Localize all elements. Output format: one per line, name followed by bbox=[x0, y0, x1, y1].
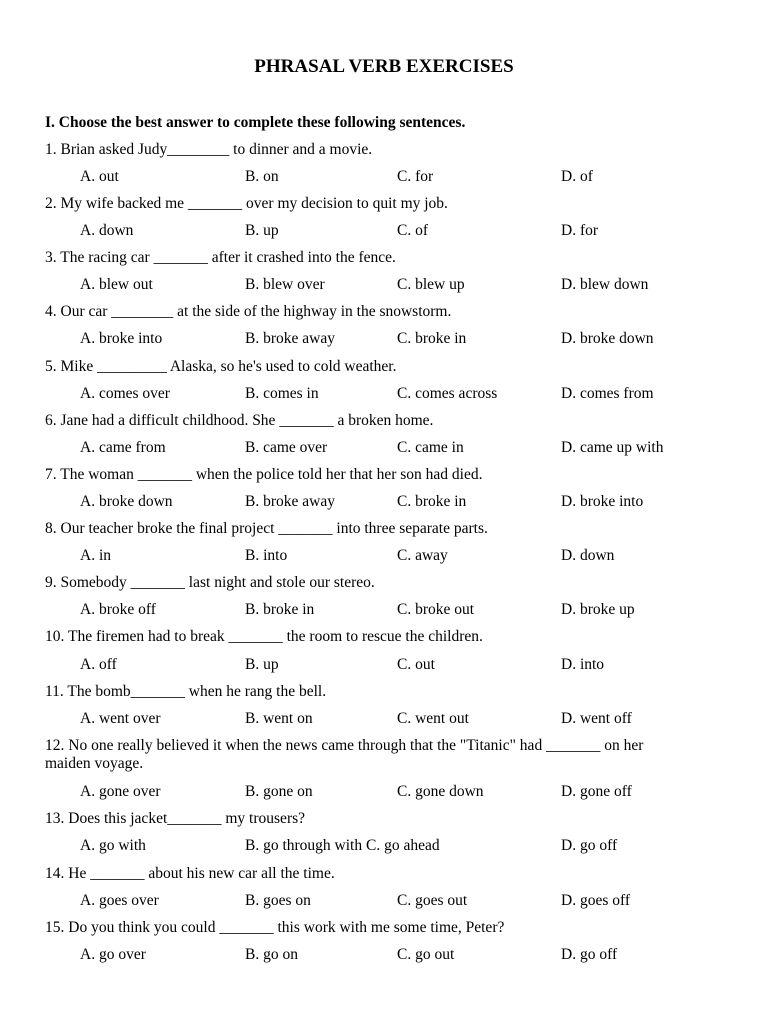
option-c: C. came in bbox=[397, 439, 464, 456]
question-stem: 6. Jane had a difficult childhood. She _______ a broken home. bbox=[45, 412, 434, 429]
option-a: A. down bbox=[80, 222, 134, 239]
question-15 bbox=[45, 919, 685, 937]
option-a: A. went over bbox=[80, 710, 161, 727]
option-a: A. blew out bbox=[80, 276, 153, 293]
question-stem: 7. The woman _______ when the police told her that her son had died. bbox=[45, 466, 483, 483]
option-b: B. goes on bbox=[245, 892, 311, 909]
question-stem: 10. The firemen had to break _______ the room to rescue the children. bbox=[45, 628, 483, 645]
option-b: B. came over bbox=[245, 439, 328, 456]
option-c: C. broke out bbox=[397, 601, 475, 618]
options-row-8 bbox=[0, 547, 768, 565]
option-d: D. broke into bbox=[561, 493, 644, 510]
question-stem: 12. No one really believed it when the news came through that the "Titanic" had _______ on her maiden voyage. bbox=[45, 737, 644, 772]
question-stem: 2. My wife backed me _______ over my decision to quit my job. bbox=[45, 195, 448, 212]
options-row-6 bbox=[0, 439, 768, 457]
option-d: D. comes from bbox=[561, 385, 654, 402]
option-d: D. into bbox=[561, 656, 605, 673]
option-a: A. in bbox=[80, 547, 111, 564]
option-d: D. go off bbox=[561, 946, 618, 963]
options-row-5 bbox=[0, 385, 768, 403]
option-b: B. broke away bbox=[245, 493, 335, 510]
option-a: A. goes over bbox=[80, 892, 159, 909]
question-11 bbox=[45, 683, 685, 701]
option-d: D. broke up bbox=[561, 601, 635, 618]
option-d: D. of bbox=[561, 168, 593, 185]
option-c: C. out bbox=[397, 656, 435, 673]
options-row-4 bbox=[0, 330, 768, 348]
question-2 bbox=[45, 195, 685, 213]
option-a: A. broke off bbox=[80, 601, 156, 618]
options-row-7 bbox=[0, 493, 768, 511]
option-d: D. blew down bbox=[561, 276, 649, 293]
option-b: B. up bbox=[245, 222, 279, 239]
options-row-2 bbox=[0, 222, 768, 240]
question-stem: 15. Do you think you could _______ this work with me some time, Peter? bbox=[45, 919, 505, 936]
option-b: B. into bbox=[245, 547, 288, 564]
question-stem: 8. Our teacher broke the final project _______ into three separate parts. bbox=[45, 520, 488, 537]
option-c: C. for bbox=[397, 168, 434, 185]
option-a: A. go over bbox=[80, 946, 146, 963]
options-row-12 bbox=[0, 783, 768, 801]
option-d: D. down bbox=[561, 547, 615, 564]
option-b: B. up bbox=[245, 656, 279, 673]
options-row-13 bbox=[0, 837, 768, 855]
option-c: C. broke in bbox=[397, 493, 467, 510]
option-d: D. came up with bbox=[561, 439, 664, 456]
question-stem: 5. Mike _________ Alaska, so he's used to cold weather. bbox=[45, 358, 397, 375]
question-4 bbox=[45, 303, 685, 321]
question-12 bbox=[45, 737, 685, 773]
options-row-10 bbox=[0, 656, 768, 674]
option-b: B. on bbox=[245, 168, 279, 185]
section-instruction: I. Choose the best answer to complete these following sentences. bbox=[45, 114, 466, 131]
option-b: B. broke in bbox=[245, 601, 315, 618]
option-a: A. comes over bbox=[80, 385, 170, 402]
option-b: B. broke away bbox=[245, 330, 335, 347]
option-a: A. gone over bbox=[80, 783, 161, 800]
question-10 bbox=[45, 628, 685, 646]
option-d: D. for bbox=[561, 222, 599, 239]
option-b: B. go on bbox=[245, 946, 298, 963]
option-c: C. of bbox=[397, 222, 428, 239]
question-stem: 11. The bomb_______ when he rang the bell. bbox=[45, 683, 327, 700]
option-b: B. gone on bbox=[245, 783, 313, 800]
options-row-15 bbox=[0, 946, 768, 964]
option-d: D. gone off bbox=[561, 783, 632, 800]
option-b: B. went on bbox=[245, 710, 313, 727]
option-a: A. out bbox=[80, 168, 119, 185]
question-stem: 4. Our car ________ at the side of the highway in the snowstorm. bbox=[45, 303, 452, 320]
option-a: A. off bbox=[80, 656, 117, 673]
question-stem: 13. Does this jacket_______ my trousers? bbox=[45, 810, 306, 827]
option-c: C. goes out bbox=[397, 892, 468, 909]
option-d: D. broke down bbox=[561, 330, 654, 347]
option-c: C. away bbox=[397, 547, 448, 564]
option-a: A. broke into bbox=[80, 330, 163, 347]
question-3 bbox=[45, 249, 685, 267]
option-c: C. gone down bbox=[397, 783, 484, 800]
question-13 bbox=[45, 810, 685, 828]
question-1 bbox=[45, 141, 685, 159]
question-stem: 14. He _______ about his new car all the time. bbox=[45, 865, 335, 882]
option-b-c: B. go through with C. go ahead bbox=[245, 837, 440, 854]
question-stem: 1. Brian asked Judy________ to dinner and a movie. bbox=[45, 141, 373, 158]
option-c: C. blew up bbox=[397, 276, 465, 293]
option-c: C. go out bbox=[397, 946, 455, 963]
question-5 bbox=[45, 358, 685, 376]
options-row-9 bbox=[0, 601, 768, 619]
options-row-1 bbox=[0, 168, 768, 186]
option-a: A. broke down bbox=[80, 493, 173, 510]
question-7 bbox=[45, 466, 685, 484]
option-a: A. go with bbox=[80, 837, 146, 854]
question-9 bbox=[45, 574, 685, 592]
option-a: A. came from bbox=[80, 439, 166, 456]
option-d: D. went off bbox=[561, 710, 632, 727]
option-b: B. comes in bbox=[245, 385, 319, 402]
option-c: C. broke in bbox=[397, 330, 467, 347]
option-c: C. went out bbox=[397, 710, 469, 727]
option-d: D. go off bbox=[561, 837, 618, 854]
page-title: PHRASAL VERB EXERCISES bbox=[254, 56, 514, 77]
question-stem: 9. Somebody _______ last night and stole our stereo. bbox=[45, 574, 375, 591]
question-6 bbox=[45, 412, 685, 430]
question-stem: 3. The racing car _______ after it crashed into the fence. bbox=[45, 249, 396, 266]
question-8 bbox=[45, 520, 685, 538]
option-d: D. goes off bbox=[561, 892, 631, 909]
option-c: C. comes across bbox=[397, 385, 498, 402]
options-row-14 bbox=[0, 892, 768, 910]
options-row-11 bbox=[0, 710, 768, 728]
option-b: B. blew over bbox=[245, 276, 325, 293]
question-14 bbox=[45, 865, 685, 883]
options-row-3 bbox=[0, 276, 768, 294]
